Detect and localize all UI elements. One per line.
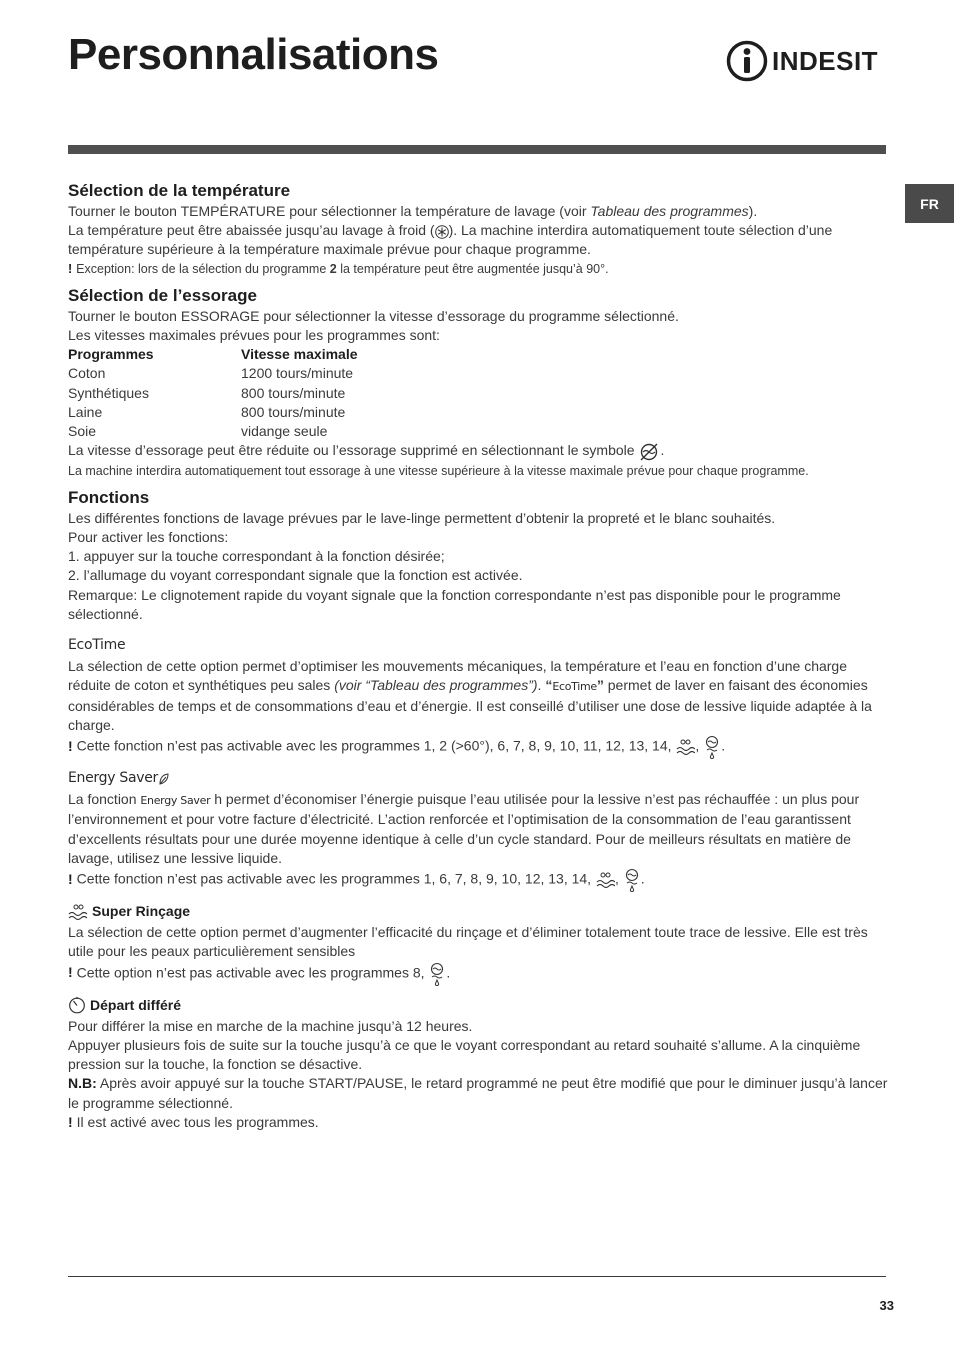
note: ! Cette fonction n’est pas activable avec les programmes 1, 2 (>60°), 6, 7, 8, 9, 10, 11, 12, 13, 14, , .	[68, 735, 888, 759]
rinse-icon	[675, 738, 695, 756]
spin-drain-icon	[623, 868, 641, 892]
bottom-rule	[68, 1276, 886, 1277]
superrinse-label: Super Rinçage	[68, 902, 888, 921]
indesit-i-icon	[726, 40, 768, 82]
warning-icon: !	[68, 870, 73, 887]
note: ! Cette fonction n’est pas activable avec les programmes 1, 6, 7, 8, 9, 10, 12, 13, 14, , .	[68, 868, 888, 892]
warning-icon: !	[68, 964, 73, 981]
paragraph: La vitesse d’essorage peut être réduite ou l’essorage supprimé en sélectionnant le symbole .	[68, 441, 888, 461]
brand-name: INDESIT	[772, 45, 879, 76]
paragraph: Remarque: Le clignotement rapide du voyant signale que la fonction correspondante n’est pas disponible pour le programme sélectionné.	[68, 586, 841, 622]
note: ! Il est activé avec tous les programmes.	[68, 1113, 319, 1130]
list-item: 2. l’allumage du voyant correspondant signale que la fonction est activée.	[68, 567, 523, 584]
spin-speed-table	[68, 345, 358, 441]
energysaver-logo: Energy Saver	[68, 769, 158, 786]
paragraph: Tourner le bouton ESSORAGE pour sélectionner la vitesse d’essorage du programme sélectionné.	[68, 307, 679, 324]
paragraph: Pour différer la mise en marche de la machine jusqu’à 12 heures.	[68, 1017, 473, 1034]
section-heading-temperature: Sélection de la température	[68, 181, 291, 200]
paragraph: Pour activer les fonctions:	[68, 528, 229, 545]
note: ! Cette option n’est pas activable avec les programmes 8, .	[68, 962, 888, 986]
paragraph: Tourner le bouton TEMPÉRATURE pour sélectionner la température de lavage (voir Tableau des programmes).	[68, 203, 758, 219]
warning-icon: !	[68, 737, 73, 754]
spin-drain-icon	[428, 962, 446, 986]
timer-icon	[68, 996, 86, 1014]
rinse-icon	[595, 871, 615, 889]
paragraph: Les différentes fonctions de lavage prévues par le lave-linge permettent d’obtenir la propreté et le blanc souhaités.	[68, 509, 776, 526]
section-heading-spin: Sélection de l’essorage	[68, 285, 257, 305]
paragraph: La machine interdira automatiquement tout essorage à une vitesse supérieure à la vitesse maximale prévue pour chaque programme.	[68, 463, 809, 478]
table-header: Programmes	[68, 346, 154, 363]
table-row: Soie vidange seule	[68, 423, 328, 440]
warning-icon: !	[68, 261, 73, 276]
table-row: Synthétiques 800 tours/minute	[68, 384, 346, 401]
top-rule	[68, 145, 886, 154]
energysaver-label	[68, 769, 888, 788]
ecotime-label	[68, 636, 888, 655]
leaf-icon	[158, 772, 170, 786]
table-header: Vitesse maximale	[241, 346, 358, 363]
table-row: Laine 800 tours/minute	[68, 403, 346, 420]
no-spin-icon	[638, 442, 660, 462]
section-heading-functions: Fonctions	[68, 487, 150, 507]
paragraph: La fonction Energy Saver h permet d’économiser l’énergie puisque l’eau utilisée pour la lessive n’est pas réchauffée : un plus pour l’environnement et pour votre facture d’électricité. L’action renforcée et l’optimisation de la consommation de l’eau garantissent d’excellents résultats pour une durée moyenne identique à celle d’un cycle standard. Pour de meilleurs résultats en matière de lavage, utilisez une lessive liquide.	[68, 791, 860, 866]
content	[68, 180, 888, 1132]
paragraph: Les vitesses maximales prévues pour les programmes sont:	[68, 327, 440, 344]
snowflake-icon	[435, 225, 449, 239]
paragraph: La température peut être abaissée jusqu’au lavage à froid ( ). La machine interdira automatiquement toute sélection d’une température supérieure à la température maximale prévue pour chaque programme.	[68, 222, 833, 258]
indesit-logo	[726, 40, 888, 82]
table-row: Coton 1200 tours/minute	[68, 365, 354, 382]
table-header-row	[68, 345, 358, 364]
paragraph: Appuyer plusieurs fois de suite sur la touche jusqu’à ce que le voyant correspondant au retard souhaité s’allume. A la cinquième pression sur la touche, la fonction se désactive.	[68, 1037, 861, 1073]
paragraph: La sélection de cette option permet d’augmenter l’efficacité du rinçage et d’éliminer totalement toute trace de lessive. Elle est très utile pour les peaux particulièrement sensibles	[68, 924, 868, 960]
note: ! Exception: lors de la sélection du programme 2 la température peut être augmentée jusqu’à 90°.	[68, 261, 609, 276]
delay-label: Départ différé	[68, 996, 888, 1015]
language-tab: FR	[905, 184, 954, 223]
page-title: Personnalisations	[68, 30, 439, 79]
super-rinse-icon	[68, 903, 88, 921]
list-item: 1. appuyer sur la touche correspondant à la fonction désirée;	[68, 548, 445, 565]
paragraph: N.B: Après avoir appuyé sur la touche START/PAUSE, le retard programmé ne peut être modifié que pour le diminuer jusqu’à lancer le programme sélectionné.	[68, 1075, 888, 1111]
paragraph: La sélection de cette option permet d’optimiser les mouvements mécaniques, la température et l’eau en fonction d’une charge réduite de coton et synthétiques peu sales (voir “Tableau des programmes”). “EcoTime” permet de laver en faisant des économies considérables de temps et de consommations d’eau et d’énergie. Il est conseillé d’utiliser une dose de lessive liquide adaptée à la charge.	[68, 658, 872, 733]
spin-drain-icon	[703, 735, 721, 759]
ecotime-logo: EcoTime	[68, 636, 126, 653]
page-number: 33	[879, 1298, 894, 1313]
warning-icon: !	[68, 1113, 73, 1130]
